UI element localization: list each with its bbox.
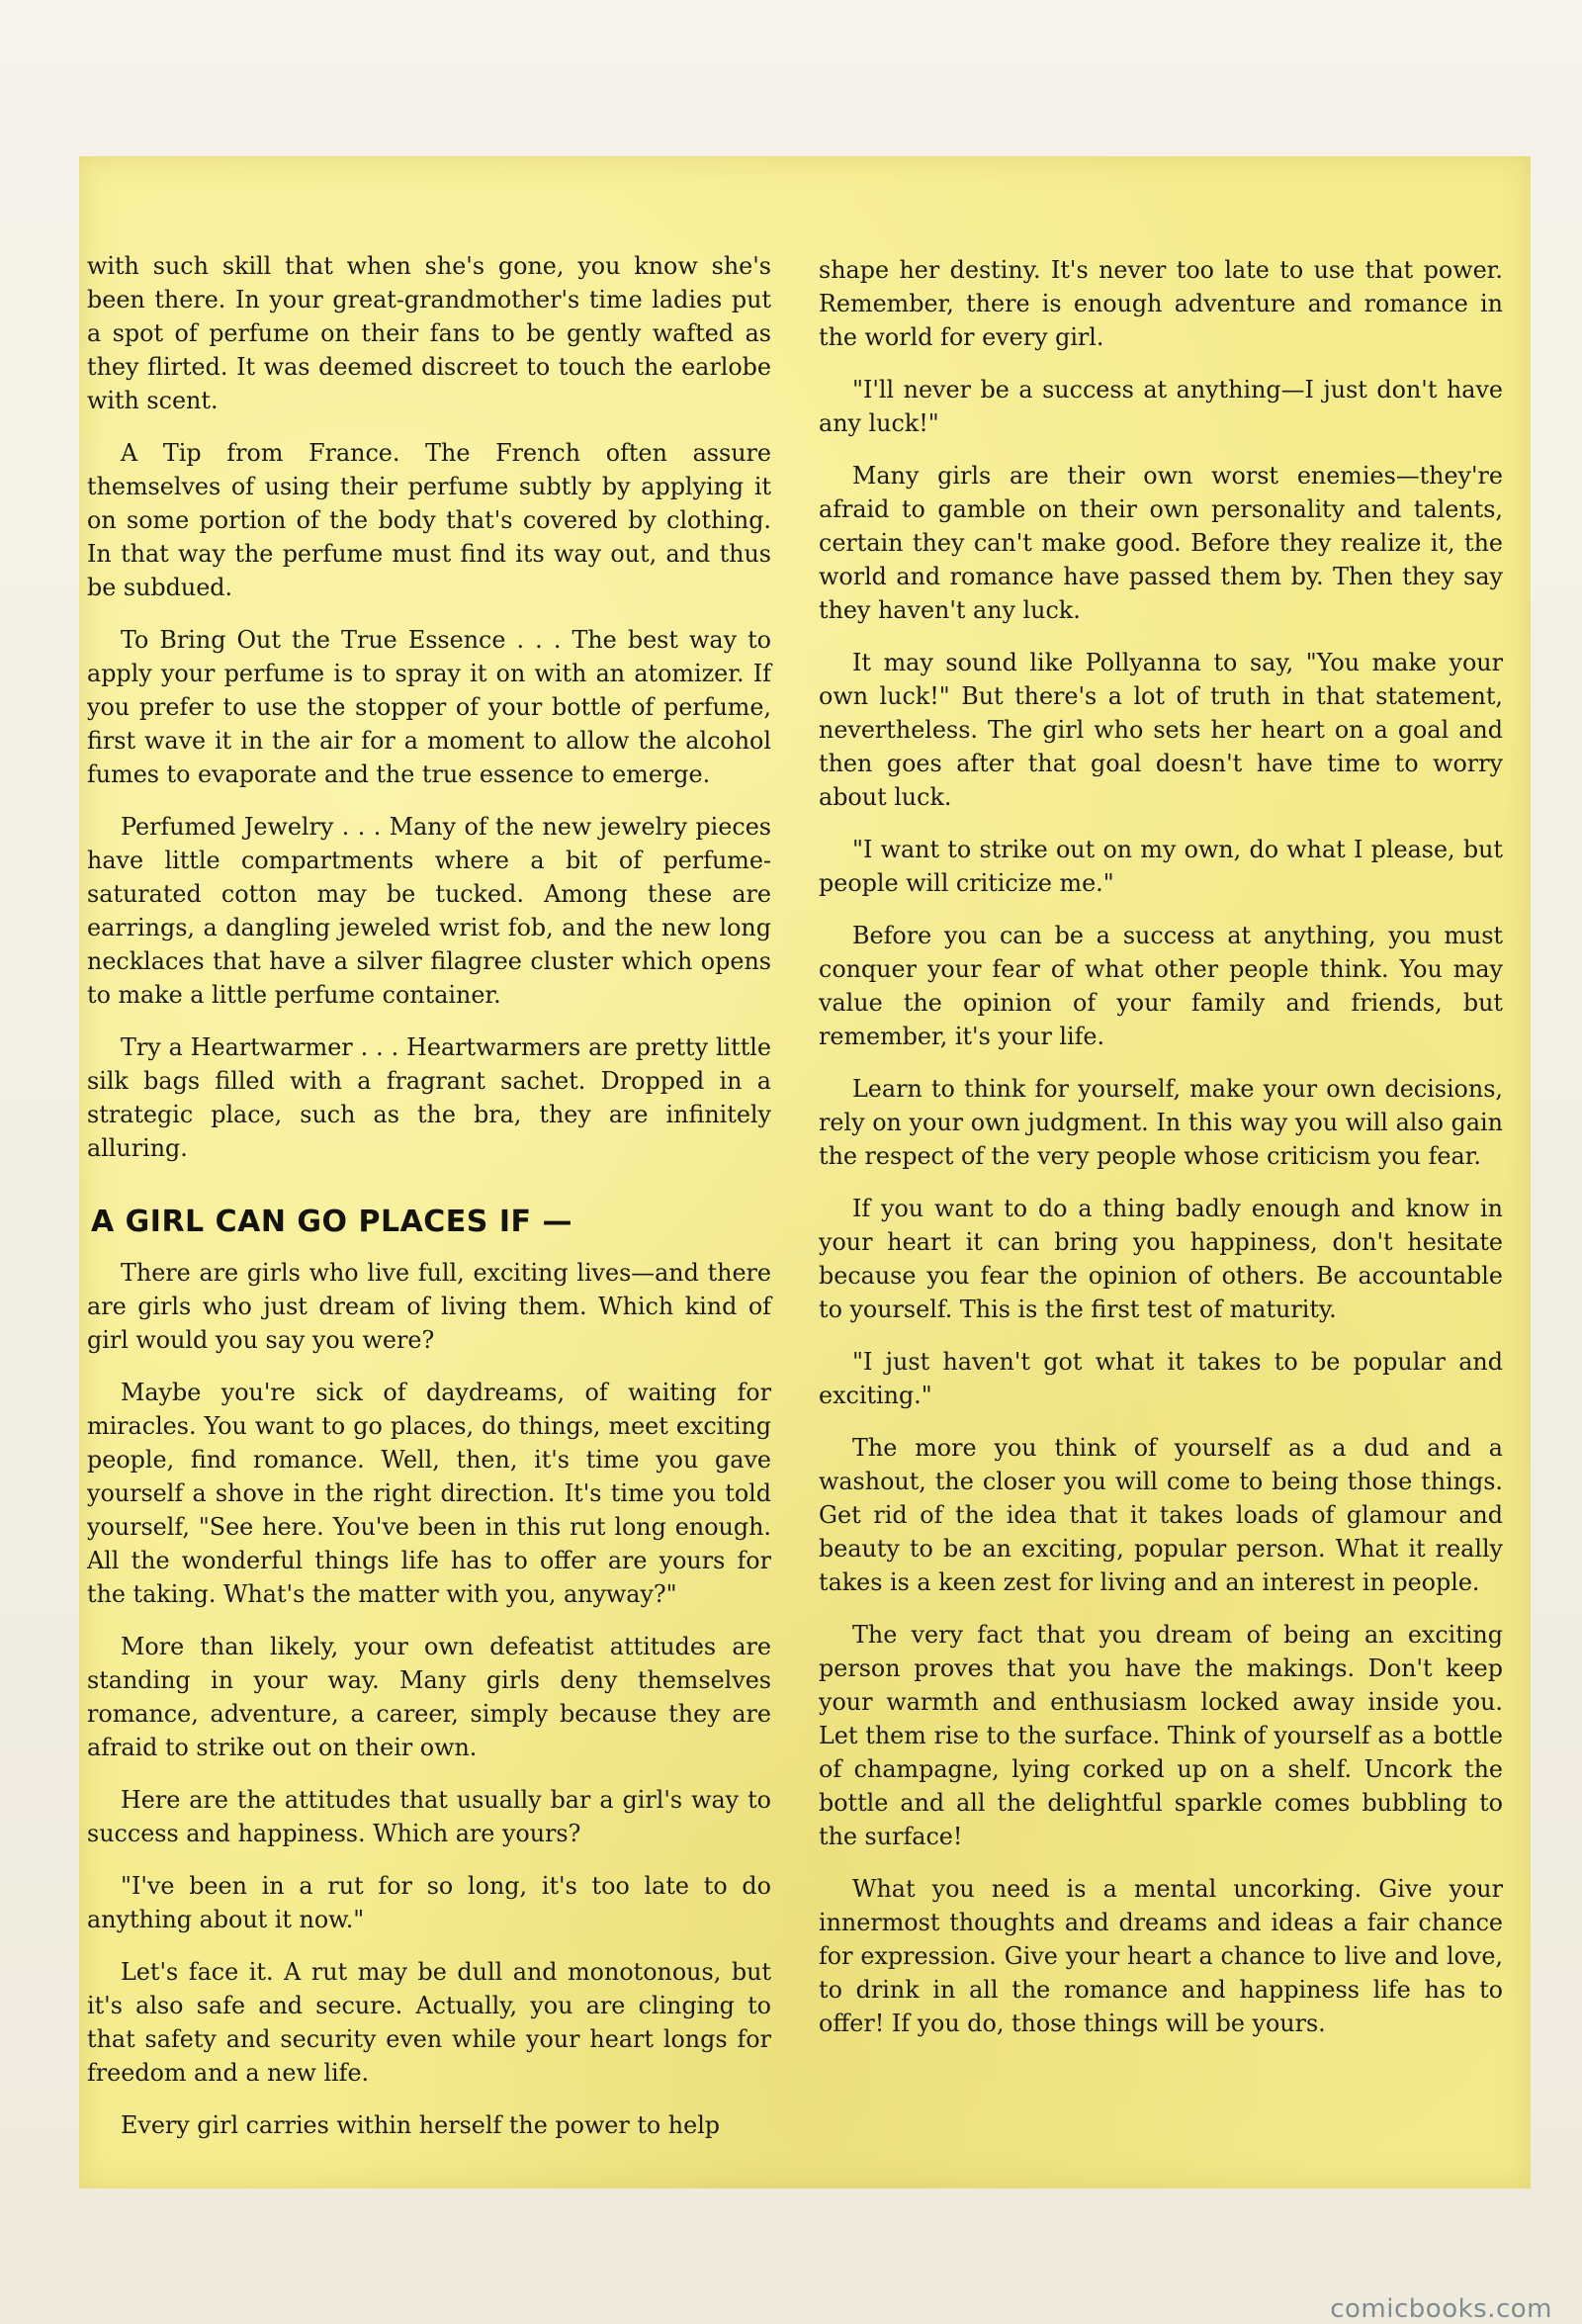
paragraph: "I've been in a rut for so long, it's too late to do anything about it now." bbox=[87, 1872, 771, 1933]
site-watermark: comicbooks.com bbox=[1330, 2294, 1552, 2324]
paragraph: Every girl carries within herself the power to help bbox=[121, 2111, 721, 2139]
paragraph: Many girls are their own worst enemies—they're afraid to gamble on their own personality and talents, certain they can't make good. Before they realize it, the world and romance have passed them by. Then they say they haven't any luck. bbox=[819, 462, 1503, 624]
paragraph: The more you think of yourself as a dud and a washout, the closer you will come to being those things. Get rid of the idea that it takes loads of glamour and beauty to be an exciting, popular person. What it really takes is a keen zest for living and an interest in people. bbox=[819, 1434, 1503, 1596]
right-column bbox=[819, 253, 1503, 2059]
paragraph: It may sound like Pollyanna to say, "You make your own luck!" But there's a lot of truth in that statement, nevertheless. The girl who sets her heart on a goal and then goes after that goal doesn't have time to worry about luck. bbox=[819, 649, 1503, 811]
paragraph: shape her destiny. It's never too late to use that power. Remember, there is enough adventure and romance in the world for every girl. bbox=[819, 256, 1503, 351]
left-column bbox=[87, 249, 771, 2161]
paragraph: More than likely, your own defeatist attitudes are standing in your way. Many girls deny themselves romance, adventure, a career, simply because they are afraid to strike out on their own. bbox=[87, 1633, 771, 1761]
paragraph: Perfumed Jewelry . . . Many of the new jewelry pieces have little compartments where a bit of perfume-saturated cotton may be tucked. Among these are earrings, a dangling jeweled wrist fob, and the new long necklaces that have a silver filagree cluster which opens to make a little perfume container. bbox=[87, 813, 771, 1009]
paragraph: Let's face it. A rut may be dull and monotonous, but it's also safe and secure. Actually, you are clinging to that safety and security even while your heart longs for freedom and a new life. bbox=[87, 1958, 771, 2087]
paragraph: Learn to think for yourself, make your own decisions, rely on your own judgment. In this way you will also gain the respect of the very people whose criticism you fear. bbox=[819, 1075, 1503, 1170]
paragraph: Before you can be a success at anything, you must conquer your fear of what other people think. You may value the opinion of your family and friends, but remember, it's your life. bbox=[819, 922, 1503, 1050]
paragraph: "I want to strike out on my own, do what I please, but people will criticize me." bbox=[819, 836, 1503, 897]
paragraph: If you want to do a thing badly enough and know in your heart it can bring you happiness, don't hesitate because you fear the opinion of others. Be accountable to yourself. This is the first test of maturity. bbox=[819, 1195, 1503, 1323]
paragraph: "I'll never be a success at anything—I just don't have any luck!" bbox=[819, 376, 1503, 437]
paragraph: There are girls who live full, exciting lives—and there are girls who just dream of living them. Which kind of girl would you say you were? bbox=[87, 1259, 771, 1354]
paragraph: A Tip from France. The French often assure themselves of using their perfume subtly by applying it on some portion of the body that's covered by clothing. In that way the perfume must find its way out, and thus be subdued. bbox=[87, 439, 771, 601]
paragraph: To Bring Out the True Essence . . . The best way to apply your perfume is to spray it on with an atomizer. If you prefer to use the stopper of your bottle of perfume, first wave it in the air for a moment to allow the alcohol fumes to evaporate and the true essence to emerge. bbox=[87, 626, 771, 788]
paragraph: Here are the attitudes that usually bar a girl's way to success and happiness. Which are yours? bbox=[87, 1786, 771, 1847]
paragraph: "I just haven't got what it takes to be popular and exciting." bbox=[819, 1348, 1503, 1409]
paragraph: Maybe you're sick of daydreams, of waiting for miracles. You want to go places, do things, meet exciting people, find romance. Well, then, it's time you gave yourself a shove in the right direction. It's time you told yourself, "See here. You've been in this rut long enough. All the wonderful things life has to offer are yours for the taking. What's the matter with you, anyway?" bbox=[87, 1379, 771, 1608]
paragraph: Try a Heartwarmer . . . Heartwarmers are pretty little silk bags filled with a fragrant sachet. Dropped in a strategic place, such as the bra, they are infinitely alluring. bbox=[87, 1033, 771, 1162]
paragraph: with such skill that when she's gone, you know she's been there. In your great-grandmother's time ladies put a spot of perfume on their fans to be gently wafted as they flirted. It was deemed discreet to touch the earlobe with scent. bbox=[87, 252, 771, 414]
section-heading: A GIRL CAN GO PLACES IF — bbox=[91, 1205, 572, 1239]
paragraph: What you need is a mental uncorking. Give your innermost thoughts and dreams and ideas a fair chance for expression. Give your heart a chance to live and love, to drink in all the romance and happiness life has to offer! If you do, those things will be yours. bbox=[819, 1875, 1503, 2037]
paragraph: The very fact that you dream of being an exciting person proves that you have the makings. Don't keep your warmth and enthusiasm locked away inside you. Let them rise to the surface. Think of yourself as a bottle of champagne, lying corked up on a shelf. Uncork the bottle and all the delightful sparkle comes bubbling to the surface! bbox=[819, 1621, 1503, 1850]
